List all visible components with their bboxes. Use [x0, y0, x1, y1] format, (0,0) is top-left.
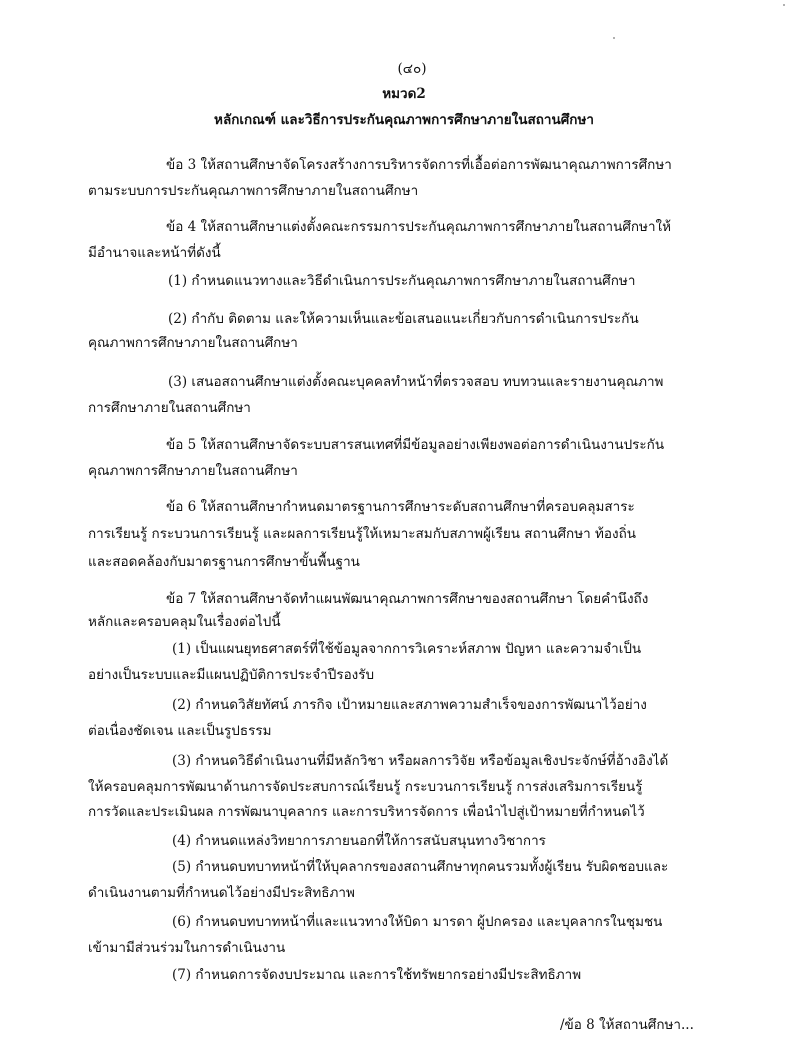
clause-7-item-2-line-1: (2) กำหนดวิสัยทัศน์ ภารกิจ เป้าหมายและสภาพความสำเร็จของการพัฒนาไว้อย่าง: [172, 697, 647, 713]
clause-7-item-1-line-1: (1) เป็นแผนยุทธศาสตร์ที่ใช้ข้อมูลจากการวิเคราะห์สภาพ ปัญหา และความจำเป็น: [172, 641, 642, 657]
clause-7-item-7: (7) กำหนดการจัดงบประมาณ และการใช้ทรัพยากรอย่างมีประสิทธิภาพ: [172, 967, 582, 983]
clause-7-item-4: (4) กำหนดแหล่งวิทยาการภายนอกที่ให้การสนับสนุนทางวิชาการ: [172, 833, 546, 849]
clause-7-item-3-line-3: การวัดและประเมินผล การพัฒนาบุคลากร และการบริหารจัดการ เพื่อนำไปสู่เป้าหมายที่กำหนดไว้: [88, 804, 645, 820]
clause-4-line-2: มีอำนาจและหน้าที่ดังนี้: [88, 245, 221, 261]
clause-5-line-1: ข้อ 5 ให้สถานศึกษาจัดระบบสารสนเทศที่มีข้อมูลอย่างเพียงพอต่อการดำเนินงานประกัน: [166, 437, 665, 453]
clause-7-item-3-line-2: ให้ครอบคลุมการพัฒนาด้านการจัดประสบการณ์เรียนรู้ กระบวนการเรียนรู้ การส่งเสริมการเรียนรู้: [88, 779, 643, 795]
chapter-heading: หมวด2: [382, 86, 426, 102]
scan-speck: [783, 4, 785, 6]
page-number: (๔๐): [397, 61, 427, 77]
clause-6-line-1: ข้อ 6 ให้สถานศึกษากำหนดมาตรฐานการศึกษาระดับสถานศึกษาที่ครอบคลุมสาระ: [166, 499, 635, 515]
clause-7-line-2: หลักและครอบคลุมในเรื่องต่อไปนี้: [88, 614, 281, 630]
clause-4-line-1: ข้อ 4 ให้สถานศึกษาแต่งตั้งคณะกรรมการประกันคุณภาพการศึกษาภายในสถานศึกษาให้: [166, 219, 672, 235]
clause-5-line-2: คุณภาพการศึกษาภายในสถานศึกษา: [88, 463, 298, 479]
clause-7-item-1-line-2: อย่างเป็นระบบและมีแผนปฏิบัติการประจำปีรองรับ: [88, 667, 375, 683]
clause-7-item-5-line-2: ดำเนินงานตามที่กำหนดไว้อย่างมีประสิทธิภาพ: [88, 885, 355, 901]
clause-7-line-1: ข้อ 7 ให้สถานศึกษาจัดทำแผนพัฒนาคุณภาพการศึกษาของสถานศึกษา โดยคำนึงถึง: [166, 591, 649, 607]
clause-3-line-2: ตามระบบการประกันคุณภาพการศึกษาภายในสถานศึกษา: [88, 183, 419, 199]
continuation-note: /ข้อ 8 ให้สถานศึกษา...: [560, 1017, 694, 1033]
clause-7-item-3-line-1: (3) กำหนดวิธีดำเนินงานที่มีหลักวิชา หรือผลการวิจัย หรือข้อมูลเชิงประจักษ์ที่อ้างอิงได้: [172, 753, 669, 769]
clause-6-line-2: การเรียนรู้ กระบวนการเรียนรู้ และผลการเรียนรู้ให้เหมาะสมกับสภาพผู้เรียน สถานศึกษา ท้องถิ่น: [88, 526, 637, 542]
clause-7-item-6-line-2: เข้ามามีส่วนร่วมในการดำเนินงาน: [88, 940, 286, 956]
clause-7-item-2-line-2: ต่อเนื่องชัดเจน และเป็นรูปธรรม: [88, 723, 272, 739]
clause-7-item-5-line-1: (5) กำหนดบทบาทหน้าที่ให้บุคลากรของสถานศึกษาทุกคนรวมทั้งผู้เรียน รับผิดชอบและ: [172, 859, 669, 875]
clause-4-item-1: (1) กำหนดแนวทางและวิธีดำเนินการประกันคุณภาพการศึกษาภายในสถานศึกษา: [168, 273, 636, 289]
clause-4-item-3-line-2: การศึกษาภายในสถานศึกษา: [88, 400, 251, 416]
scan-speck: [613, 37, 615, 39]
clause-6-line-3: และสอดคล้องกับมาตรฐานการศึกษาขั้นพื้นฐาน: [88, 554, 360, 570]
clause-4-item-2-line-2: คุณภาพการศึกษาภายในสถานศึกษา: [88, 335, 298, 351]
section-title: หลักเกณฑ์ และวิธีการประกันคุณภาพการศึกษาภายในสถานศึกษา: [214, 112, 594, 128]
clause-7-item-6-line-1: (6) กำหนดบทบาทหน้าที่และแนวทางให้บิดา มารดา ผู้ปกครอง และบุคลากรในชุมชน: [172, 914, 663, 930]
clause-3-line-1: ข้อ 3 ให้สถานศึกษาจัดโครงสร้างการบริหารจัดการที่เอื้อต่อการพัฒนาคุณภาพการศึกษา: [166, 157, 672, 173]
clause-4-item-2-line-1: (2) กำกับ ติดตาม และให้ความเห็นและข้อเสนอแนะเกี่ยวกับการดำเนินการประกัน: [168, 311, 639, 327]
clause-4-item-3-line-1: (3) เสนอสถานศึกษาแต่งตั้งคณะบุคคลทำหน้าที่ตรวจสอบ ทบทวนและรายงานคุณภาพ: [168, 374, 664, 390]
